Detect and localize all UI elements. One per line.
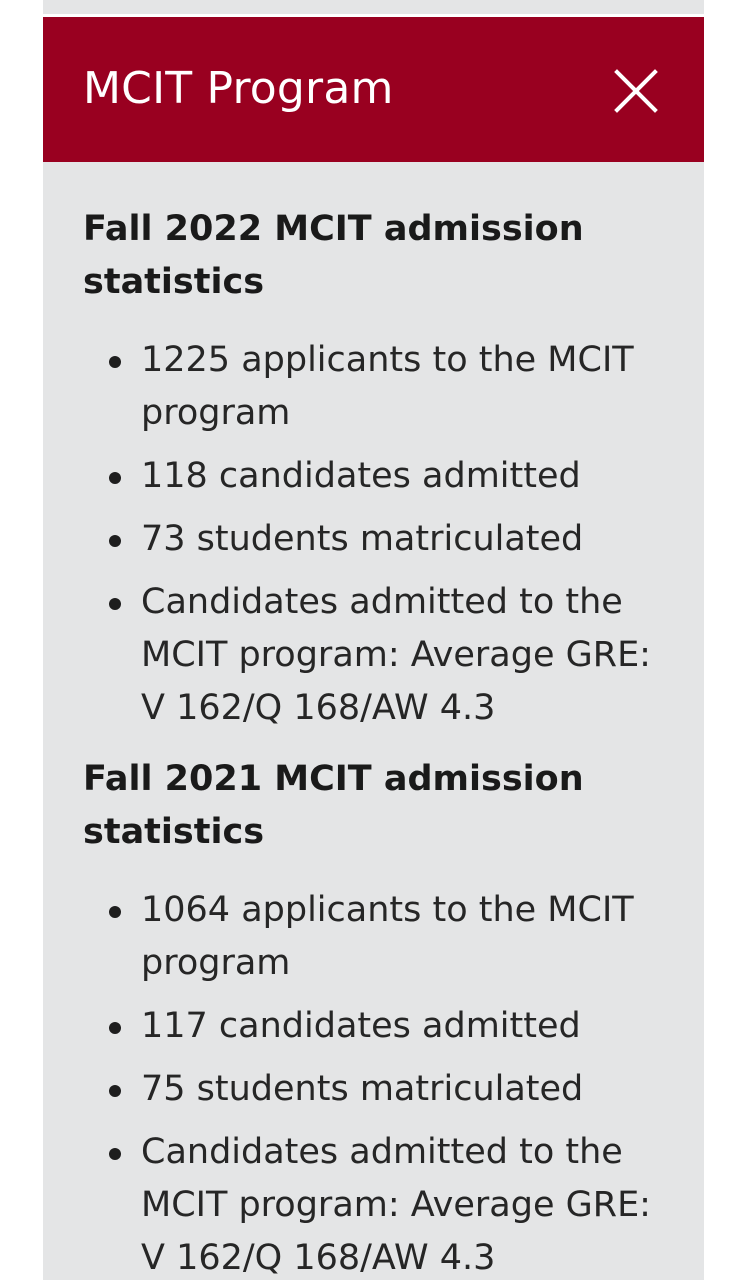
program-info-panel [43, 17, 704, 1280]
panel-content [43, 162, 704, 1280]
list-item: 1064 applicants to the MCIT program [141, 884, 664, 990]
list-item: 75 students matriculated [141, 1063, 664, 1116]
panel-title: MCIT Program [83, 63, 394, 114]
stats-list [83, 309, 664, 735]
list-item: 118 candidates admitted [141, 450, 664, 503]
list-item: 1225 applicants to the MCIT program [141, 334, 664, 440]
panel-header [43, 17, 704, 162]
previous-panel-edge [43, 0, 704, 14]
list-item: 73 students matriculated [141, 513, 664, 566]
stats-section-fall-2021 [83, 753, 664, 1280]
close-icon [614, 69, 658, 113]
stats-section-fall-2022 [83, 203, 664, 735]
section-heading: Fall 2021 MCIT admission statistics [83, 759, 584, 852]
section-heading: Fall 2022 MCIT admission statistics [83, 209, 584, 302]
stats-list [83, 859, 664, 1280]
list-item: 117 candidates admitted [141, 1000, 664, 1053]
list-item: Candidates admitted to the MCIT program: Average GRE: V 162/Q 168/AW 4.3 [141, 576, 664, 735]
list-item: Candidates admitted to the MCIT program: Average GRE: V 162/Q 168/AW 4.3 [141, 1126, 664, 1280]
close-button[interactable] [614, 69, 658, 113]
